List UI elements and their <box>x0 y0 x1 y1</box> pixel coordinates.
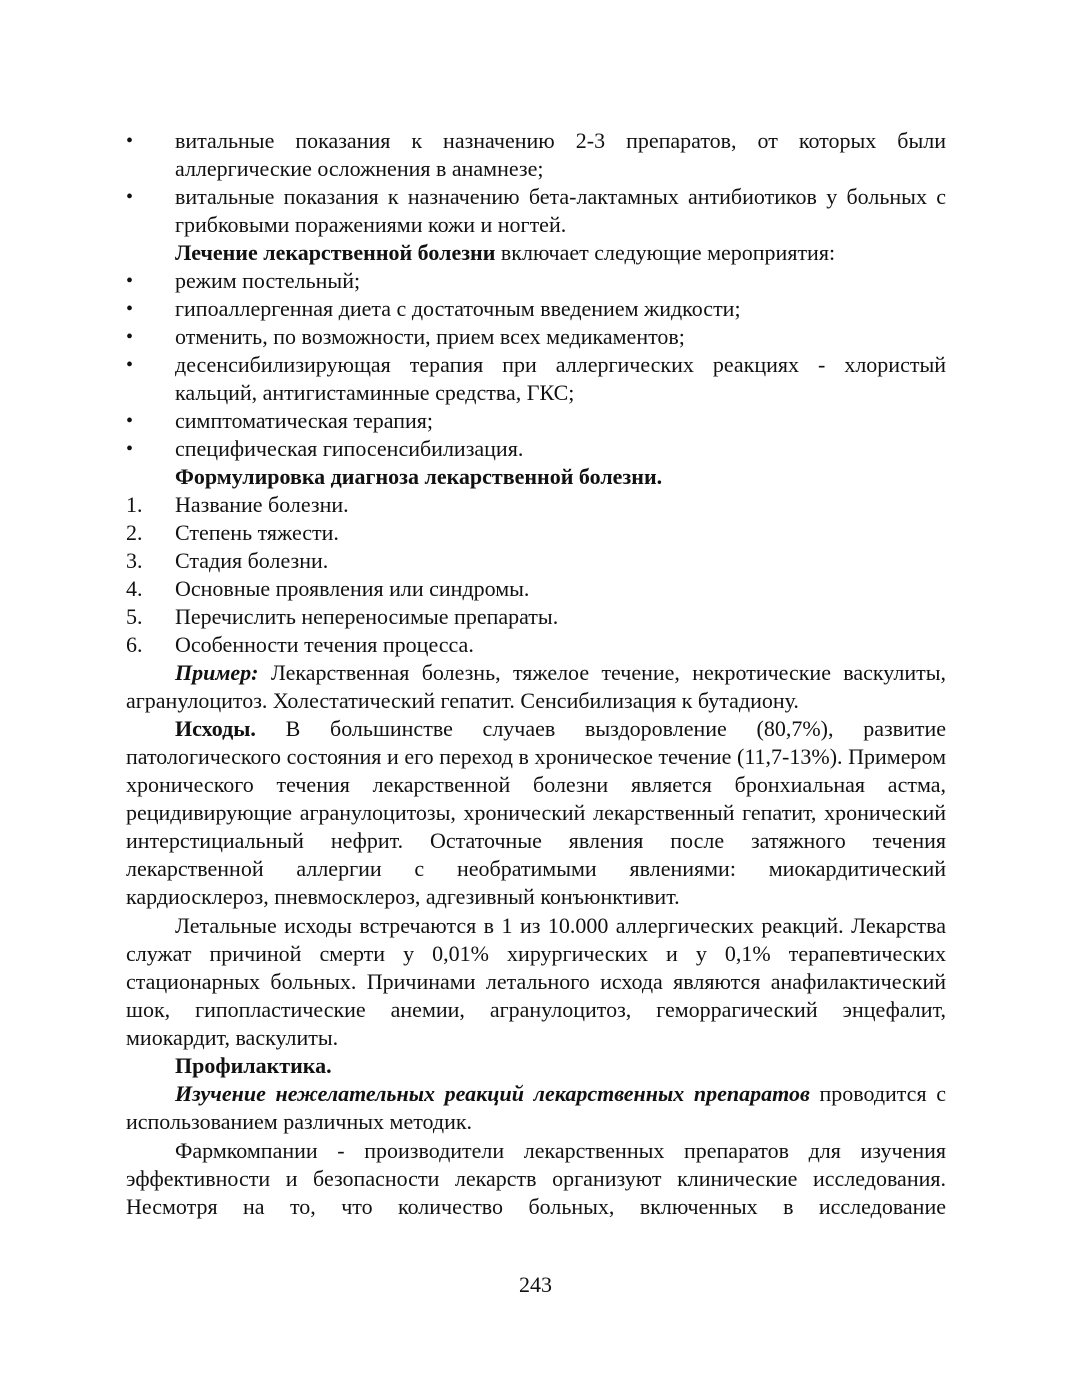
list-item-text: витальные показания к назначению 2-3 препаратов, от которых были аллергические осложнения в анамнезе; <box>175 128 946 181</box>
list-item <box>126 127 946 183</box>
bullet-marker: • <box>126 410 134 432</box>
outcomes-text: В большинстве случаев выздоровление (80,7%), развитие патологического состояния и его переход в хроническое течение (11,7-13%). Примером хронического течения лекарственной болезни является бронхиальная астма, рецидивирующие агранулоцитозы, хронический лекарственный гепатит, хронический интерстициальный нефрит. Остаточные явления после затяжного течения лекарственной аллергии с необратимыми явлениями: миокардитический кардиосклероз, пневмосклероз, адгезивный конъюнктивит. <box>126 716 946 909</box>
bullet-marker: • <box>126 438 134 460</box>
page-number: 243 <box>519 1272 552 1297</box>
numbered-item-text: Название болезни. <box>175 492 349 517</box>
example-label: Пример: <box>175 660 259 685</box>
list-item <box>126 435 946 463</box>
list-item <box>126 407 946 435</box>
example-paragraph <box>126 659 946 715</box>
list-item <box>126 351 946 407</box>
numbered-item-text: Перечислить непереносимые препараты. <box>175 604 559 629</box>
prophylaxis-heading: Профилактика. <box>175 1053 332 1078</box>
lethal-paragraph: Летальные исходы встречаются в 1 из 10.000 аллергических реакций. Лекарства служат причиной смерти у 0,01% хирургических и у 0,1% терапевтических стационарных больных. Причинами летального исхода являются анафилактический шок, гипопластические анемии, агранулоцитоз, геморрагический энцефалит, миокардит, васкулиты. <box>126 913 946 1050</box>
list-item <box>126 295 946 323</box>
item-number: 2. <box>126 520 143 545</box>
list-item <box>126 183 946 239</box>
item-number: 6. <box>126 632 143 657</box>
numbered-item <box>126 603 946 631</box>
bullet-marker: • <box>126 354 134 376</box>
treatment-text: включает следующие мероприятия: <box>495 240 836 265</box>
example-text: Лекарственная болезнь, тяжелое течение, некротические васкулиты, агранулоцитоз. Холестатический гепатит. Сенсибилизация к бутадиону. <box>126 660 946 713</box>
numbered-item-text: Степень тяжести. <box>175 520 339 545</box>
list-item-text: режим постельный; <box>175 268 361 293</box>
list-item-text: отменить, по возможности, прием всех медикаментов; <box>175 324 685 349</box>
list-item-text: гипоаллергенная диета с достаточным введением жидкости; <box>175 296 741 321</box>
study-text: проводится с использованием различных методик. <box>126 1081 947 1134</box>
page-content <box>126 127 946 1221</box>
pharma-paragraph: Фармкомпании - производители лекарственных препаратов для изучения эффективности и безопасности лекарств организуют клинические исследования. Несмотря на то, что количество больных, включенных в исследование <box>126 1138 946 1219</box>
outcomes-label: Исходы. <box>175 716 256 741</box>
numbered-item-text: Стадия болезни. <box>175 548 329 573</box>
bullet-marker: • <box>126 130 134 152</box>
bullet-marker: • <box>126 270 134 292</box>
numbered-item <box>126 519 946 547</box>
list-item-text: специфическая гипосенсибилизация. <box>175 436 524 461</box>
list-item-text: симптоматическая терапия; <box>175 408 434 433</box>
numbered-item <box>126 575 946 603</box>
numbered-item <box>126 491 946 519</box>
item-number: 1. <box>126 492 143 517</box>
diagnosis-heading: Формулировка диагноза лекарственной болезни. <box>175 464 663 489</box>
item-number: 3. <box>126 548 143 573</box>
numbered-item <box>126 631 946 659</box>
numbered-item-text: Особенности течения процесса. <box>175 632 474 657</box>
treatment-paragraph <box>126 239 946 267</box>
item-number: 5. <box>126 604 143 629</box>
item-number: 4. <box>126 576 143 601</box>
numbered-item-text: Основные проявления или синдромы. <box>175 576 530 601</box>
numbered-item <box>126 547 946 575</box>
bullet-marker: • <box>126 186 134 208</box>
study-label: Изучение нежелательных реакций лекарственных препаратов <box>175 1081 810 1106</box>
bullet-marker: • <box>126 326 134 348</box>
treatment-heading: Лечение лекарственной болезни <box>175 240 496 265</box>
study-paragraph <box>126 1080 946 1136</box>
list-item <box>126 323 946 351</box>
bullet-marker: • <box>126 298 134 320</box>
list-item-text: десенсибилизирующая терапия при аллергических реакциях - хлористый кальций, антигистаминные средства, ГКС; <box>175 352 946 405</box>
list-item-text: витальные показания к назначению бета-лактамных антибиотиков у больных с грибковыми поражениями кожи и ногтей. <box>175 184 946 237</box>
list-item <box>126 267 946 295</box>
outcomes-paragraph <box>126 715 946 911</box>
